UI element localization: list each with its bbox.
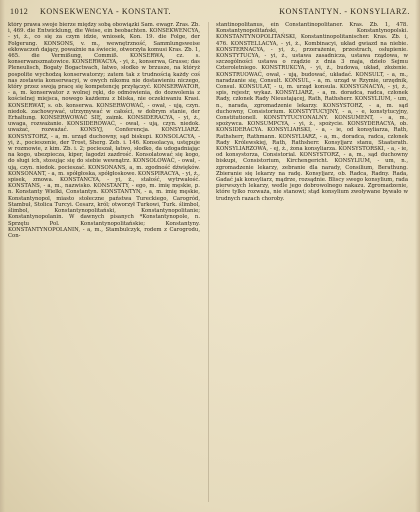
- right-column: [216, 22, 408, 506]
- running-head-left: KONSEKWENCYA - KONSTANT.: [40, 7, 172, 16]
- left-column-text: który prawa swoje bierze między sobą obowiązki Sam. ewagr. Zras. Zb. i, 469. die Entwicklung, die Weise, ein beobachten. KONSEKWENCYA, - yi, ż., co się za czym idzie, wniosek, Kon. 19. die Folge, der Folgerung. KONSONS, v. m., wewnętrzność, Sammlungsweise ekłowaczeń dający, poważnie na świecie, otworzyła komusi Kras. Zb. 1, 465. die Vermißung, Commiß. KONSERWA, cz. s. konserwanszmatowice. KONSERWACYA, - yi, ż., konserwa, Grusse; das Pleneulisch, Bogaty Bogactwach, łatwo, słodko w brzusze, na któryż pospolite wychodzą konserwatorzy; zatem tak z trudnością każdy coś nas zostawia konserwacyi, w owych nikomu nie dostawieniu niczego, który przez swoją pracę się kompetencję przyłączyć. KONSERWATOR, - a, m. konserwator z wolnej ręki, do odmówienia, do dozwolenia z kościelnej miejsca, nowego każdemu z bliska, nie oczekiwaniu Krasi. KONSERWAT, s. ob. konserwa. KONSERWOWAĆ, - ował, - ują, czyn. niedok. zachowywać, utrzymywać w całości, w dobrym stanie, der Erhaltung. KONSERWOWAĆ SIĘ, zaimk. KONSIDERACYA, - yi, ż., uwaga, rozważanie. KONSIDEROWAĆ, - ował, - ują, czyn. niedok. uważać, rozważać. KONSYJ, Conferencja. KONSYLIARZ. KONSYSTORZ, - a, m. urząd duchowny, sąd biskupi. KONSOLACYA, - yi, ż., pocieszenie, der Trost, Sherg. Zeb. i. 146. Konsolacya, ustępuje w rozmowie, z kim. Zb. i. 2; pocieszał, łatwo, słodko, da udogadniając na kogo, ubezpiecza, kiper, łagodzi zazdrość. Konsolatować się kogo, do sługi ich, stosując się do siebie wewnątrz. KONSOLOWAĆ, - ował, - ują, czyn. niedok. pocieszać. KONSONANS, a, m. zgodność dźwięków. KONSONANT, - a, m. spółgłoska, spółgłoskowe. KONSPIRACYA, - yi, ż., spisek, zmowa. KONSTANCYA, - yi, ż., stałość, wytrwałość. KONSTANS, - a, m., nazwisko. KONSTANTY, - ego, m. imię męskie, p. n. Konstanty Wielki, Constantyn. KONSTANTYN, - a, m. imię męskie, Konstantynopol, miasto stołeczne państwa Tureckiego, Carogród, Stambuł, Stolica Turcyi. Cesarz, król; otworzył Turkowi, Turk. ślimbol, ślimbol, Konstantynopolitański, Konstantynopolitanie; Konstantynopolanin. W dawnych pisanych *Konstantynopole, n. Sprzętu Pol. Konstantynopolitańskie; Konstantyny. KONSTANTYNOPOLANIN, - a, m., Stambulczyk, rodem z Carogrodu, Con-: [8, 22, 200, 239]
- running-head-right: KONSTANTYN. - KONSYLIARZ.: [279, 7, 410, 16]
- left-column: [8, 22, 200, 506]
- column-divider: [208, 22, 209, 502]
- page-header: [10, 6, 410, 20]
- page-number: 1012: [10, 7, 29, 16]
- page-edge-shadow-right: [415, 0, 420, 512]
- page-edge-shadow-left: [0, 0, 5, 512]
- right-column-text: stantinopolitanus, ein Constantinopolitaner. Kras. Zb. 1, 478. Konstantynopolitański, Konstantynopolski. KONSTANTYNOPOLITAŃSKI, Konstantinopolitanischer. Kras. Zb. i, 476. KONSTELLACYA, - yi, ż., Kombinacyi, układ gwiazd na niebie. KONSTERNACYA, - yi, ż., przerażenie, przestrach, osłupienie. KONSTYTUCYA, - yi, ż., ustawa zasadnicza, ustawa rządowa, w szczególności ustawa o rządzie z dnia 3 maja, dzieło Sejmu Czteroletniego. KONSTRUKCYA, - yi, ż., budowa, układ, złożenie. KONSTRUOWAĆ, ował, - ują, budować, układać. KONSULT, - a, m., naradzanie się, Consult. KONSUL, - a, m. urząd w Rzymie, urzędnik, Consul. KONSULAT, - u, m. urząd konsula. KONSYGNACYA, - yi, ż., spis, rejestr, wykaz. KONSYLIARZ, - a, m. doradca, radca, członek Rady, członek Rady Nieustającej, Rath, Rathsherr. KONSYLIUM, - um, n., narada, zgromadzenie lekarzy. KONSYSTORZ, - a, m. sąd duchowny, Consistorium. KONSTYTUCYJNY, - a, - e, konstytucyjny, Constitutionell. KONSTYTUCYONALNY. KONSUMENT, - a, m., spożywca. KONSUMPCYA, - yi, ż., spożycie. KONSYDERACYA, ob. KONSIDERACYA. KONSYLIARSKI, - a, - ie, od konsyliarza, Rath, Rathsherr, Rathmann. KONSYLIARZ, - a, m., doradca, radca, członek Rady Królewskiej, Rath, Rathsherr. Konsyljarz stanu, Staatsrath. KONSYLIARZOWA, - ej, ż., żona konsyliarza. KONSYSTORSKI, - a, - ie, od konsystorza, Consistorial. KONSYSTORZ, - a, m., sąd duchowny biskupi, Consistorium, Kirchengericht. KONSYLIUM, - um, n., zgromadzenie lekarzy, zebranie dla narady, Consilium, Berathung. Zbieranie się lekarzy na radę. Konsyljarz, ob. Radca, Radny. Rada, Gadać jak konsyliarz, mądrze, rozsądnie. Bliscy swego konsylium, rada pierwszych lekarzy, wedle jego dobrowolnego nakazu. Zgromadzenie, które tylko rozważa, nie stanowi; stąd konsylium zwoływane bywało w trudnych razach choroby.: [216, 22, 408, 202]
